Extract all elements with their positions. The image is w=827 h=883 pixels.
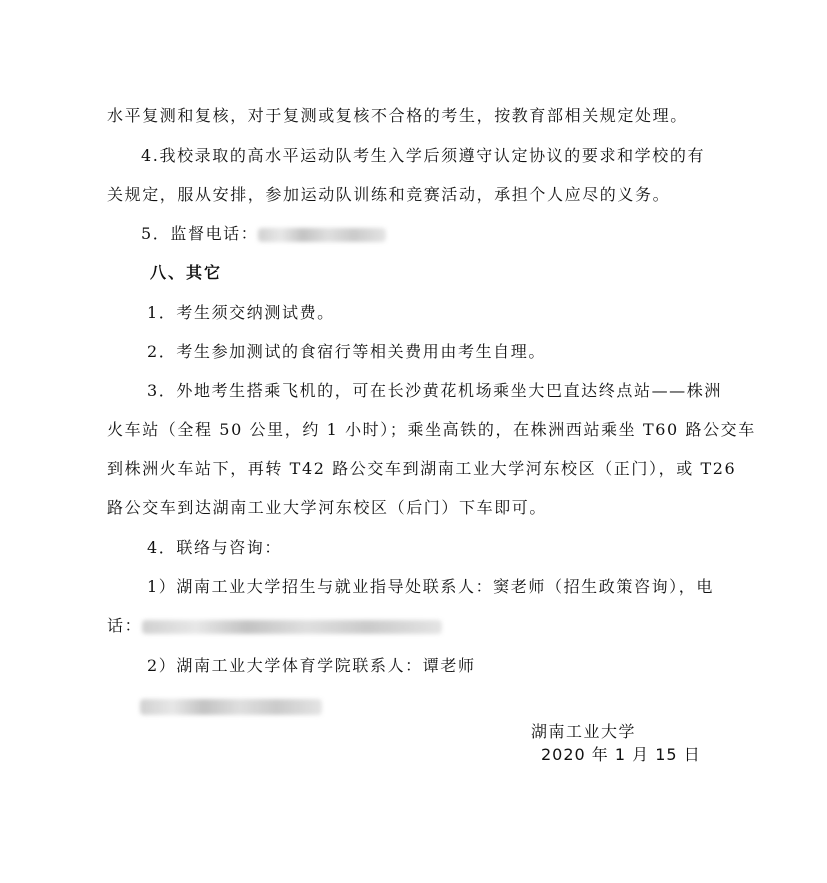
contact1-phone-label: 话： [107,616,143,635]
other-item-1: 1．考生须交纳测试费。 [147,303,335,322]
paragraph-line-1: 水平复测和复核，对于复测或复核不合格的考生，按教育部相关规定处理。 [107,106,688,125]
contact1-line-1: 1）湖南工业大学招生与就业指导处联系人：窦老师（招生政策咨询），电 [147,577,714,596]
contact-heading: 4．联络与咨询： [147,538,282,557]
redacted-phone [258,228,386,242]
item3-line-2: 火车站（全程 50 公里，约 1 小时）；乘坐高铁的，在株洲西站乘坐 T60 路公交车 [107,420,756,439]
supervision-phone-line [141,224,386,244]
signature-org: 湖南工业大学 [531,722,637,741]
supervision-phone-label: 5．监督电话： [141,224,259,243]
redacted-contact-block [140,696,322,716]
item3-line-3: 到株洲火车站下，再转 T42 路公交车到湖南工业大学河东校区（正门），或 T26 [107,459,737,478]
redacted-phone [140,699,322,715]
redacted-phone [142,620,442,634]
paragraph-line-3: 关规定，服从安排，参加运动队训练和竞赛活动，承担个人应尽的义务。 [107,185,671,204]
contact2-line: 2）湖南工业大学体育学院联系人：谭老师 [147,656,476,675]
paragraph-line-2: 4.我校录取的高水平运动队考生入学后须遵守认定协议的要求和学校的有 [141,146,706,165]
signature-date: 2020 年 1 月 15 日 [541,745,701,764]
section-heading-other: 八、其它 [150,263,223,282]
item3-line-4: 路公交车到达湖南工业大学河东校区（后门）下车即可。 [107,498,548,517]
other-item-2: 2．考生参加测试的食宿行等相关费用由考生自理。 [147,342,546,361]
item3-line-1: 3．外地考生搭乘飞机的，可在长沙黄花机场乘坐大巴直达终点站——株洲 [147,381,722,400]
contact1-line-2 [107,616,442,636]
